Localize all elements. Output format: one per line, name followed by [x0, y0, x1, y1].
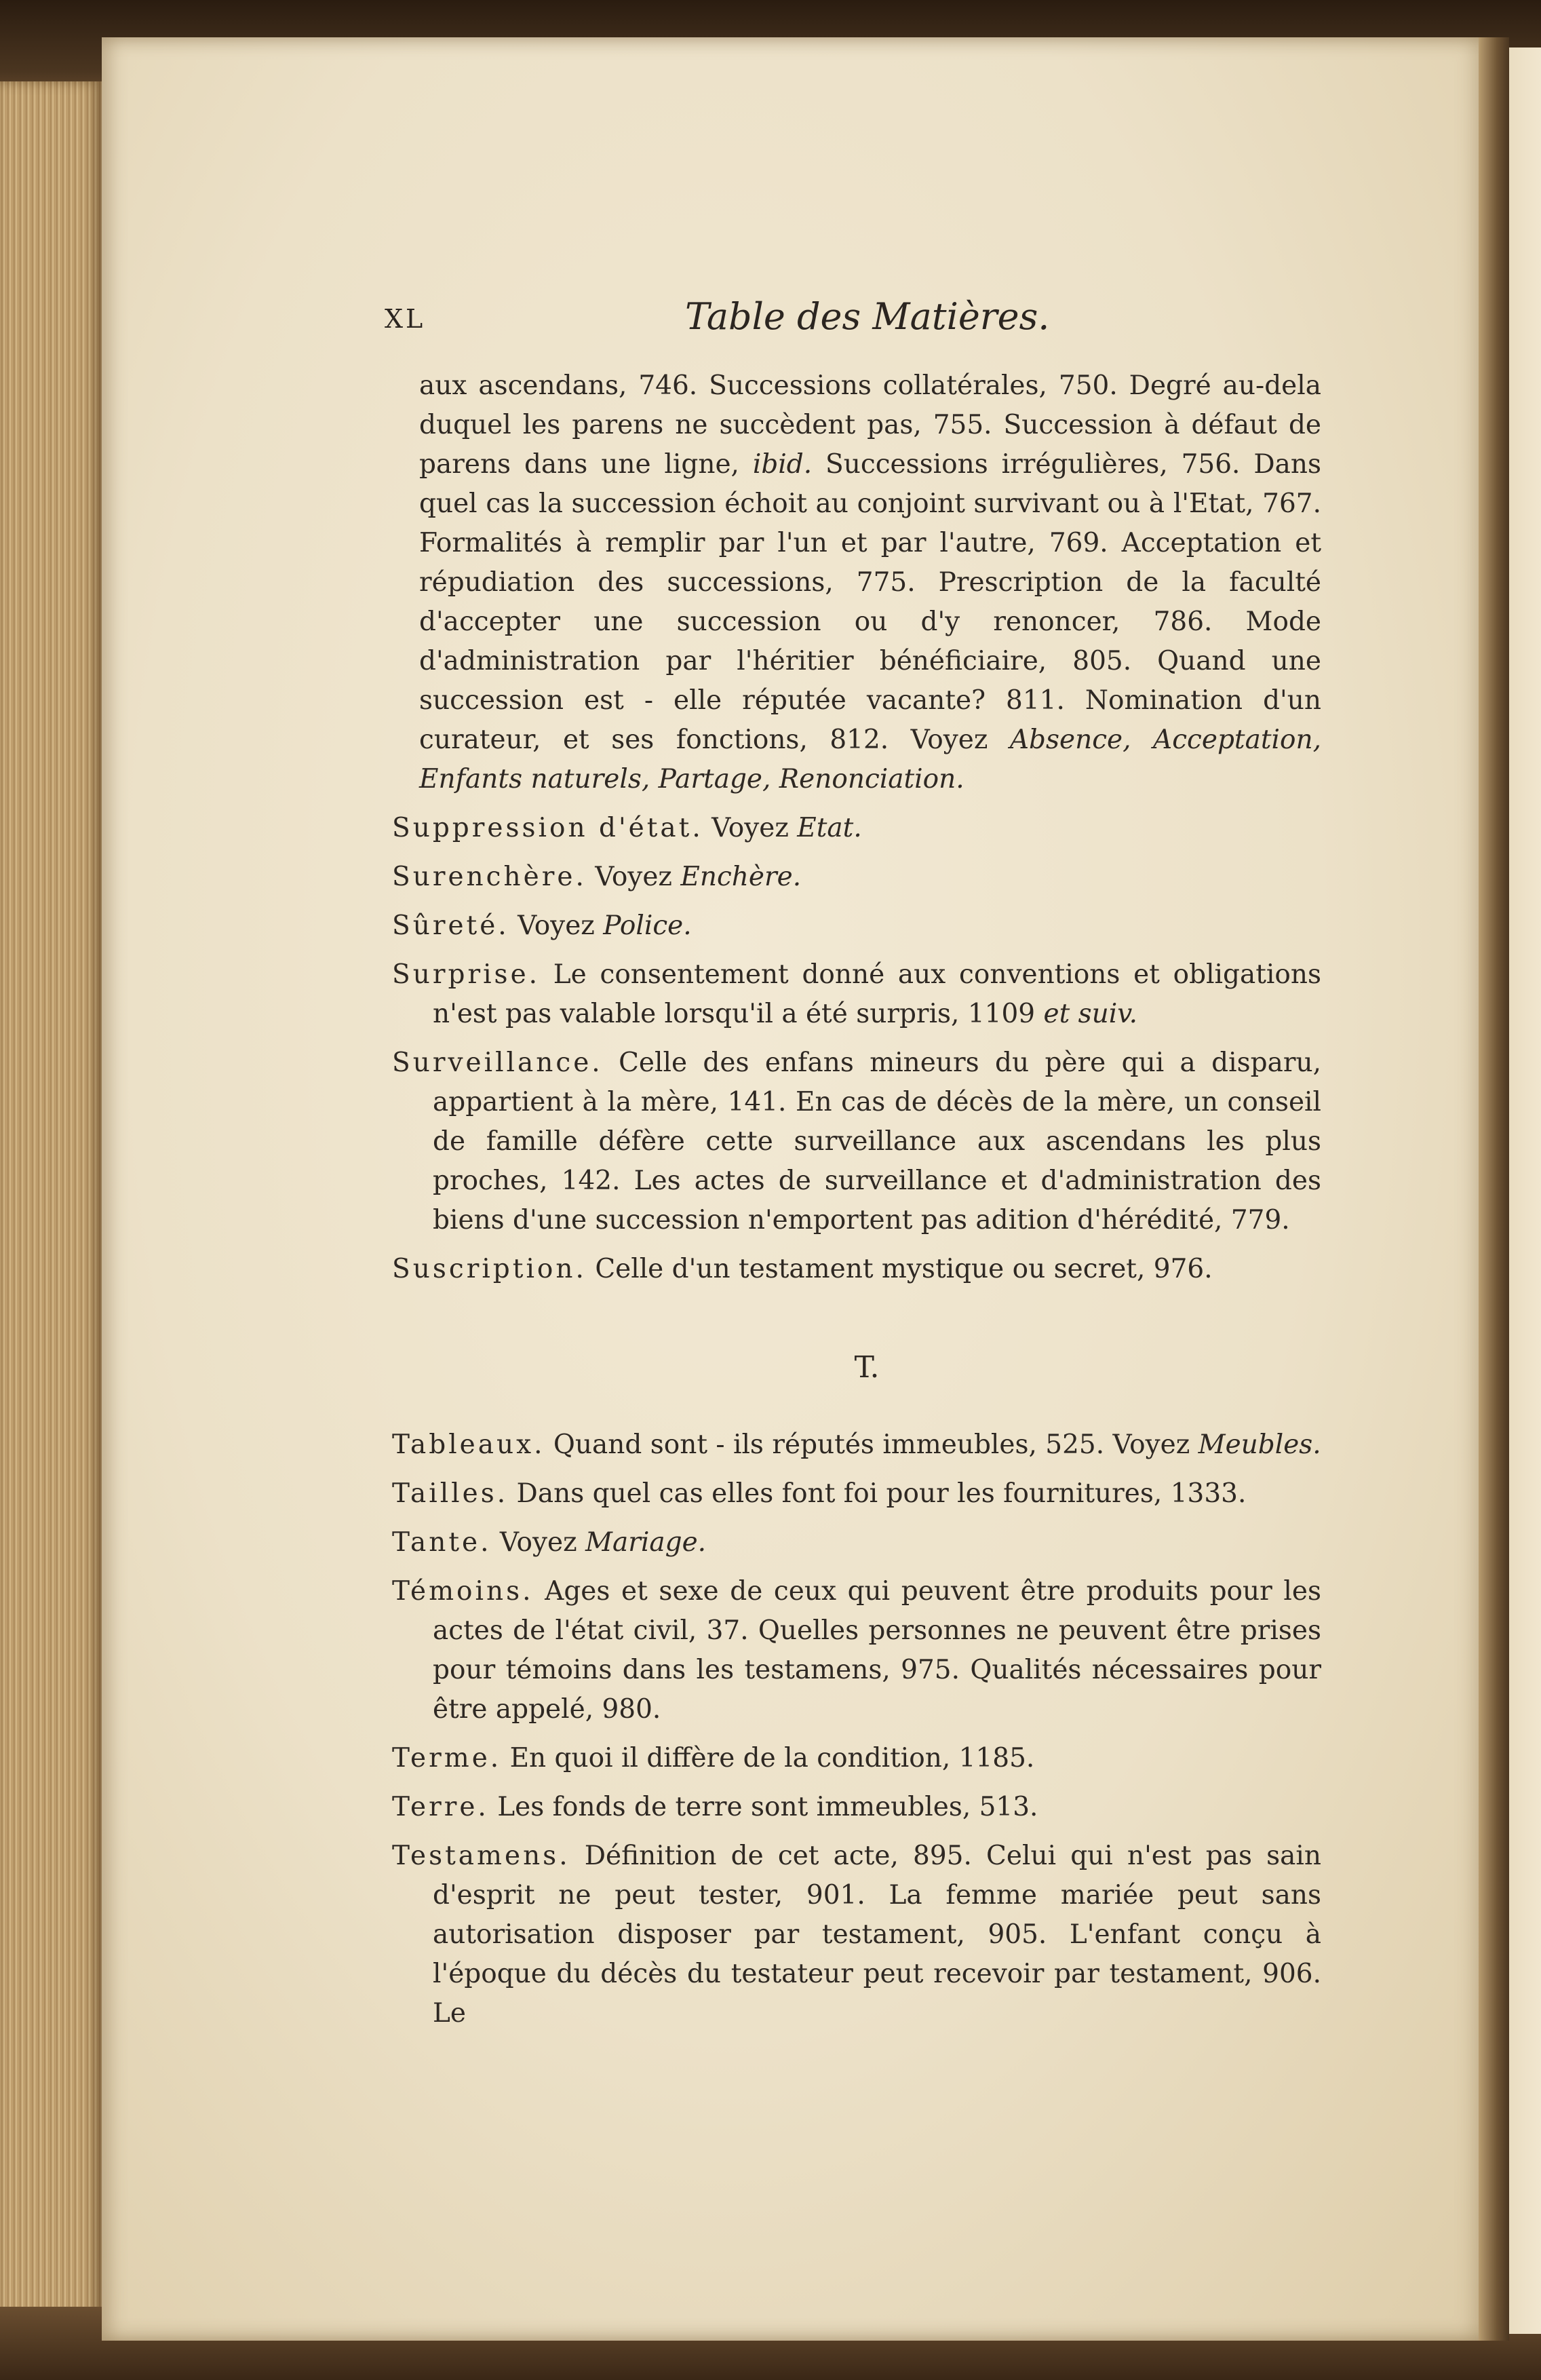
cross-refs: Absence, Acceptation, Enfants naturels, Partage, Renonciation.: [419, 725, 1321, 794]
page-number: XL: [385, 304, 426, 334]
entry-text: Ages et sexe de ceux qui peuvent être produits pour les actes de l'état civil, 37. Quelles personnes ne peuvent être prises pour témoins dans les testamens, 975. Qualités nécessaires pour être appelé, 980.: [433, 1576, 1321, 1725]
entry-cross-ref: et suiv.: [1043, 999, 1138, 1029]
entry-headword: Tailles.: [392, 1478, 509, 1509]
index-entry: [392, 1425, 1321, 1465]
index-entry: [392, 1250, 1321, 1289]
index-entry: [392, 809, 1321, 848]
entry-text: Voyez: [586, 862, 681, 892]
entry-text: En quoi il diffère de la condition, 1185.: [501, 1743, 1035, 1773]
index-entry: [392, 906, 1321, 946]
entry-headword: Terme.: [392, 1743, 502, 1773]
entry-headword: Tante.: [392, 1527, 492, 1558]
continued-entry: [419, 366, 1321, 799]
index-entry: [392, 1788, 1321, 1827]
entry-text: Voyez: [509, 910, 604, 941]
entries-t: [392, 1425, 1321, 2033]
ibid-ref: ibid.: [752, 449, 813, 480]
entry-text: Voyez: [491, 1527, 586, 1558]
entry-cross-ref: Enchère.: [680, 862, 802, 892]
index-entry: [392, 858, 1321, 897]
entry-headword: Témoins.: [392, 1576, 534, 1607]
entry-cross-ref: Etat.: [797, 813, 862, 843]
entry-headword: Surprise.: [392, 959, 541, 990]
entry-cross-ref: Mariage.: [585, 1527, 707, 1558]
entries-s: [392, 809, 1321, 1289]
entry-headword: Testamens.: [392, 1841, 570, 1871]
entry-headword: Sûreté.: [392, 910, 509, 941]
entry-text: Dans quel cas elles font foi pour les fournitures, 1333.: [508, 1478, 1247, 1509]
index-entry: [392, 1572, 1321, 1729]
entry-headword: Surenchère.: [392, 862, 587, 892]
continued-text-2: Successions irrégulières, 756. Dans quel cas la succession échoit au conjoint survivant ou à l'Etat, 767. Formalités à remplir par l'un et par l'autre, 769. Acceptation et répudiation des successions, 775. Prescription de la faculté d'accepter une succession ou d'y renoncer, 786. Mode d'administration par l'héritier bénéficiaire, 805. Quand une succession est - elle réputée vacante? 811. Nomination d'un curateur, et ses fonctions, 812. Voyez: [419, 449, 1321, 755]
running-title: Table des Matières.: [685, 295, 1050, 338]
entry-cross-ref: Meubles.: [1198, 1429, 1321, 1460]
entry-text: Le consentement donné aux conventions et obligations n'est pas valable lorsqu'il a été surpris, 1109: [433, 959, 1321, 1029]
entry-text: Voyez: [703, 813, 798, 843]
book-gutter: [1479, 37, 1509, 2341]
entry-headword: Terre.: [392, 1792, 489, 1822]
index-text: [392, 366, 1321, 2043]
continued-text: aux ascendans, 746. Successions collatérales, 750. Degré au-dela duquel les parens ne succèdent pas, 755. Succession à défaut de parens dans une ligne,: [419, 370, 1321, 480]
entry-text: Les fonds de terre sont immeubles, 513.: [488, 1792, 1038, 1822]
index-entry: [392, 1739, 1321, 1778]
entry-text: Celle des enfans mineurs du père qui a disparu, appartient à la mère, 141. En cas de décès de la mère, un conseil de famille défère cette surveillance aux ascendans les plus proches, 142. Les actes de surveillance et d'administration des biens d'une succession n'emportent pas adition d'hérédité, 779.: [433, 1048, 1321, 1235]
section-letter: T.: [854, 1350, 880, 1385]
book-page-edges: [0, 81, 102, 2320]
entry-cross-ref: Police.: [603, 910, 692, 941]
index-entry: [392, 1474, 1321, 1514]
entry-headword: Suppression d'état.: [392, 813, 703, 843]
entry-headword: Surveillance.: [392, 1048, 603, 1078]
entry-text: Quand sont - ils réputés immeubles, 525. Voyez: [545, 1429, 1198, 1460]
index-entry: [392, 1523, 1321, 1562]
entry-headword: Tableaux.: [392, 1429, 545, 1460]
entry-headword: Suscription.: [392, 1254, 587, 1284]
entry-text: Définition de cet acte, 895. Celui qui n'est pas sain d'esprit ne peut tester, 901. La femme mariée peut sans autorisation disposer par testament, 905. L'enfant conçu à l'époque du décès du testateur peut recevoir par testament, 906. Le: [433, 1841, 1321, 2029]
facing-page-edge: [1506, 47, 1541, 2334]
entry-text: Celle d'un testament mystique ou secret, 976.: [586, 1254, 1213, 1284]
index-entry: [392, 1837, 1321, 2033]
index-entry: [392, 1043, 1321, 1240]
index-entry: [392, 955, 1321, 1034]
